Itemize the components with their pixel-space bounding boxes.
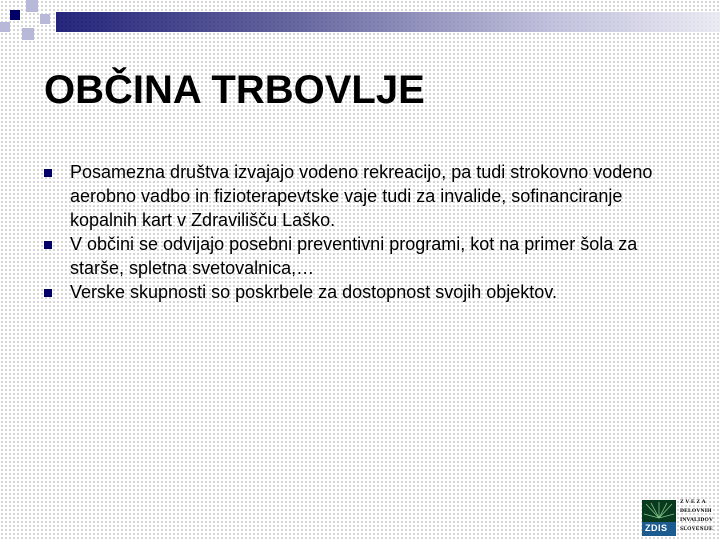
decor-square-dark bbox=[10, 10, 20, 20]
bullet-item bbox=[44, 280, 674, 304]
bullet-text: Verske skupnosti so poskrbele za dostopnost svojih objektov. bbox=[70, 282, 557, 302]
slide-title: OBČINA TRBOVLJE bbox=[44, 68, 425, 112]
decor-square-light bbox=[22, 28, 34, 40]
header-gradient-bar bbox=[56, 12, 720, 32]
bullet-item bbox=[44, 232, 674, 280]
zdis-logo-brand: ZDIS bbox=[645, 523, 668, 533]
bullet-square-icon bbox=[44, 289, 52, 297]
bullet-item bbox=[44, 160, 674, 232]
bullet-square-icon bbox=[44, 241, 52, 249]
bullet-square-icon bbox=[44, 169, 52, 177]
bullet-text: V občini se odvijajo posebni preventivni programi, kot na primer šola za starše, spletna svetovalnica,… bbox=[70, 234, 638, 278]
logo-line: INVALIDOV bbox=[680, 517, 714, 523]
logo-line: DELOVNIH bbox=[680, 508, 712, 514]
bullet-text: Posamezna društva izvajajo vodeno rekreacijo, pa tudi strokovno vodeno aerobno vadbo in fizioterapevtske vaje tudi za invalide, sofinanciranje kopalnih kart v Zdravilišču Laško. bbox=[70, 162, 653, 230]
decor-square-light bbox=[40, 14, 50, 24]
logo-line: Z V E Z A bbox=[680, 499, 706, 505]
zdis-logo-text bbox=[680, 498, 718, 534]
decor-square-light bbox=[26, 0, 38, 12]
zdis-logo bbox=[642, 498, 718, 538]
decor-square-light bbox=[0, 22, 10, 32]
bullet-list bbox=[44, 160, 674, 304]
logo-line: SLOVENIJE bbox=[680, 526, 713, 532]
